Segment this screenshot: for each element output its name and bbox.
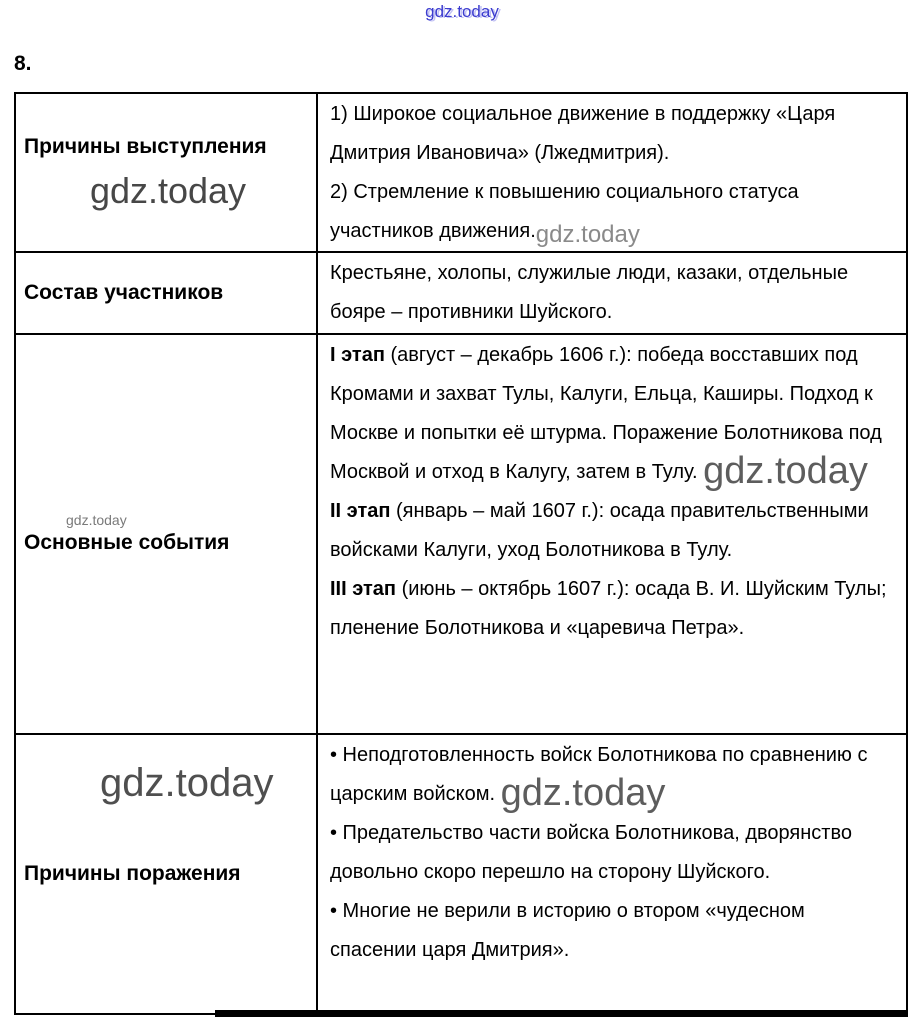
causes-label-cell xyxy=(15,93,317,252)
cause-item-text: 2) Стремление к повышению социального статуса участников движения. xyxy=(330,181,799,242)
participants-content-cell xyxy=(317,252,907,334)
row-label-causes: Причины выступления xyxy=(24,134,267,158)
gdz-watermark-large: gdz.today xyxy=(100,761,274,805)
table-row-participants xyxy=(15,252,907,334)
defeat-bullet xyxy=(330,736,896,814)
participants-text: Крестьяне, холопы, служилые люди, казаки, отдельные бояре – противники Шуйского. xyxy=(330,262,849,323)
defeat-bullet xyxy=(330,892,896,970)
defeat-label-cell xyxy=(15,734,317,1014)
events-content-cell xyxy=(317,334,907,734)
gdz-watermark-small: gdz.today xyxy=(66,512,127,528)
stage-text: (июнь – октябрь 1607 г.): осада В. И. Шуйским Тулы; пленение Болотникова и «царевича Петра». xyxy=(330,578,887,639)
row-label-events: Основные события xyxy=(24,531,230,554)
causes-content-cell xyxy=(317,93,907,252)
table-row-causes xyxy=(15,93,907,252)
gdz-watermark-inline: gdz.today xyxy=(703,450,868,492)
stage-title: II этап xyxy=(330,500,391,522)
gdz-watermark-inline: gdz.today xyxy=(535,221,640,248)
next-table-partial-border xyxy=(215,1010,908,1017)
cause-item: 1) Широкое социальное движение в поддержку «Царя Дмитрия Ивановича» (Лжедмитрия). xyxy=(330,103,836,164)
defeat-bullet-text: • Многие не верили в историю о втором «чудесном спасении царя Дмитрия». xyxy=(330,900,805,961)
table-row-events xyxy=(15,334,907,734)
events-label-cell xyxy=(15,334,317,734)
table-row-defeat xyxy=(15,734,907,1014)
stage-title: III этап xyxy=(330,578,397,600)
defeat-bullet xyxy=(330,814,896,892)
stage-title: I этап xyxy=(330,344,385,366)
event-stage xyxy=(330,336,896,492)
stage-text: (январь – май 1607 г.): осада правительственными войсками Калуги, уход Болотникова в Тулу. xyxy=(330,500,869,561)
question-number: 8. xyxy=(14,52,32,75)
site-watermark-top: gdz.today xyxy=(425,2,499,21)
event-stage xyxy=(330,492,896,570)
gdz-watermark-inline: gdz.today xyxy=(500,772,666,814)
row-label-defeat: Причины поражения xyxy=(24,862,241,885)
answer-table xyxy=(14,92,908,1015)
cause-item xyxy=(330,173,896,251)
gdz-watermark: gdz.today xyxy=(89,169,247,211)
participants-label-cell xyxy=(15,252,317,334)
row-label-participants: Состав участников xyxy=(24,281,224,304)
stage-text: (август – декабрь 1606 г.): победа восставших под Кромами и захват Тулы, Калуги, Ельца, Каширы. Подход к Москве и попытки её штурма. Поражение Болотникова под Москвой и отход в Калугу, затем в Тулу. xyxy=(330,344,882,483)
defeat-content-cell xyxy=(317,734,907,1014)
defeat-bullet-text: • Неподготовленность войск Болотникова по сравнению с царским войском. xyxy=(330,744,868,805)
event-stage xyxy=(330,570,896,648)
defeat-bullet-text: • Предательство части войска Болотникова, дворянство довольно скоро перешло на сторону Шуйского. xyxy=(330,822,852,883)
